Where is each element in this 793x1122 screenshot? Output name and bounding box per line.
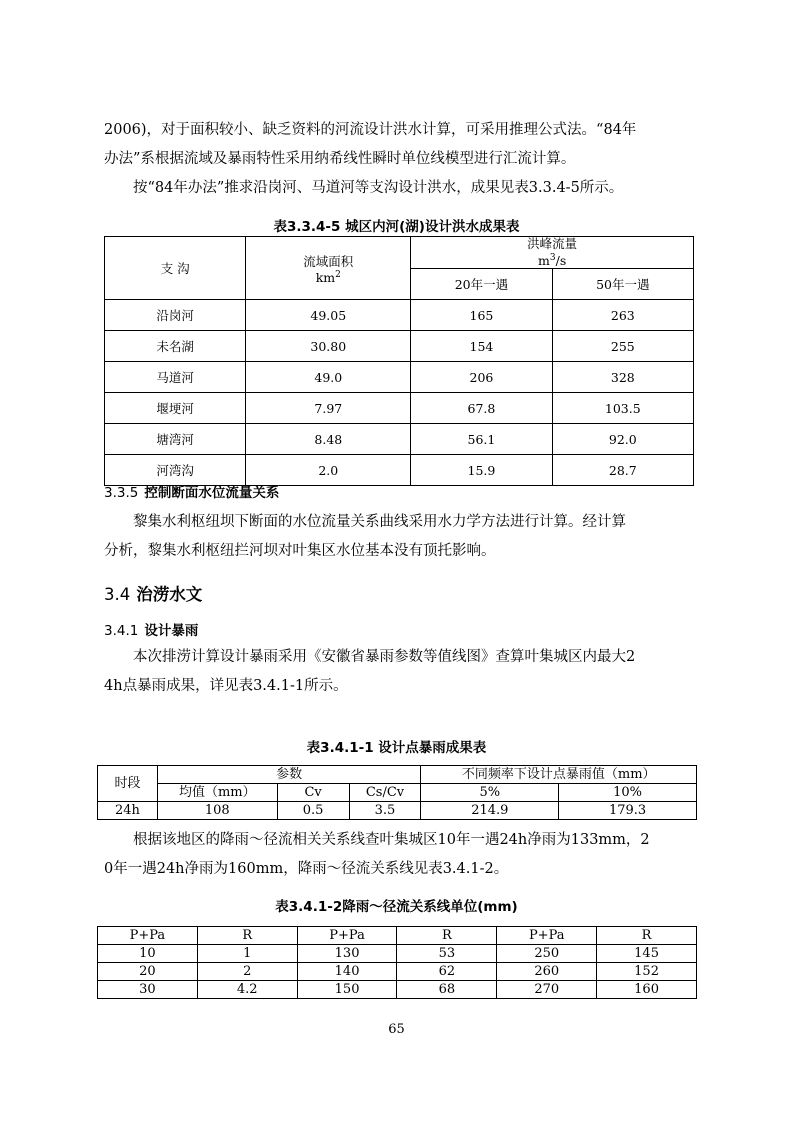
table-row <box>105 331 694 362</box>
column-header: 50年一遇 <box>552 269 693 300</box>
table-cell: 255 <box>552 331 693 362</box>
text-line: 分析，黎集水利枢纽拦河坝对叶集区水位基本没有顶托影响。 <box>104 543 496 559</box>
unit-text: m <box>538 253 550 269</box>
table-cell: 145 <box>597 945 697 963</box>
text-line: 2006)，对于面积较小、缺乏资料的河流设计洪水计算，可采用推理公式法。“84年 <box>104 122 637 138</box>
table-cell: 150 <box>297 981 397 999</box>
table-cell: 260 <box>497 963 597 981</box>
column-header: R <box>197 927 297 945</box>
page-number: 65 <box>388 1022 405 1037</box>
table-row <box>105 424 694 455</box>
text-line: 0年一遇24h净雨为160mm，降雨～径流关系线见表3.4.1-2。 <box>104 861 509 877</box>
table-cell: 未名湖 <box>105 331 246 362</box>
table-cell: 165 <box>411 300 552 331</box>
heading-number: 3.3.5 <box>104 485 139 501</box>
unit-text: km <box>315 269 336 285</box>
column-header: R <box>397 927 497 945</box>
table-row <box>98 945 697 963</box>
table-cell: 206 <box>411 362 552 393</box>
text-line: 按“84年办法”推求沿岗河、马道河等支沟设计洪水，成果见表3.3.4-5所示。 <box>133 180 624 196</box>
table-caption: 表3.4.1-2降雨～径流关系线单位(mm) <box>275 899 518 915</box>
column-header: P+Pa <box>98 927 198 945</box>
column-header: 20年一遇 <box>411 269 552 300</box>
table-cell: 30.80 <box>246 331 411 362</box>
table-cell: 56.1 <box>411 424 552 455</box>
table-cell: 8.48 <box>246 424 411 455</box>
table-row <box>105 362 694 393</box>
rainfall-runoff-table <box>97 926 697 999</box>
text-line: 本次排涝计算设计暴雨采用《安徽省暴雨参数等值线图》查算叶集城区内最大2 <box>133 649 636 665</box>
table-caption: 表3.4.1-1 设计点暴雨成果表 <box>306 740 487 756</box>
table-cell: 2.0 <box>246 455 411 486</box>
heading-text: 治涝水文 <box>136 585 203 604</box>
table-cell: 250 <box>497 945 597 963</box>
column-header: Cs/Cv <box>349 784 421 802</box>
section-heading-3-4 <box>104 581 202 605</box>
text-line: 4h点暴雨成果，详见表3.4.1-1所示。 <box>104 678 348 694</box>
table-cell: 160 <box>597 981 697 999</box>
table-header-row <box>98 927 697 945</box>
table-row <box>105 300 694 331</box>
heading-text: 设计暴雨 <box>144 623 199 639</box>
heading-number: 3.4.1 <box>104 623 139 639</box>
column-header: 5% <box>421 784 559 802</box>
heading-text: 控制断面水位流量关系 <box>144 485 280 501</box>
unit-superscript: 2 <box>335 269 341 280</box>
table-row <box>105 393 694 424</box>
text-line: 根据该地区的降雨～径流相关关系线查叶集城区10年一遇24h净雨为133mm，2 <box>133 832 650 848</box>
heading-number: 3.4 <box>104 585 131 604</box>
table-cell: 24h <box>98 802 158 820</box>
table-row <box>98 963 697 981</box>
table-cell: 67.8 <box>411 393 552 424</box>
column-header: P+Pa <box>297 927 397 945</box>
table-cell: 堰埂河 <box>105 393 246 424</box>
header-text: 流域面积 <box>303 253 354 269</box>
table-cell: 328 <box>552 362 693 393</box>
text-line: 办法”系根据流域及暴雨特性采用纳希线性瞬时单位线模型进行汇流计算。 <box>104 151 576 167</box>
table-caption: 表3.3.4-5 城区内河(湖)设计洪水成果表 <box>273 219 520 235</box>
table-cell: 28.7 <box>552 455 693 486</box>
paragraph-method <box>104 174 694 203</box>
table-cell: 河湾沟 <box>105 455 246 486</box>
table-cell: 塘湾河 <box>105 424 246 455</box>
column-header <box>105 237 246 300</box>
table-cell: 179.3 <box>559 802 697 820</box>
table-cell: 92.0 <box>552 424 693 455</box>
table-cell: 2 <box>197 963 297 981</box>
section-heading-3-4-1 <box>104 619 198 639</box>
flood-results-table <box>104 236 694 486</box>
table-cell: 49.0 <box>246 362 411 393</box>
unit-text: /s <box>555 253 567 269</box>
table-cell: 152 <box>597 963 697 981</box>
table-row <box>98 802 697 820</box>
paragraph-design-storm <box>104 643 694 701</box>
paragraph-runoff <box>104 826 694 884</box>
text-line: 黎集水利枢纽坝下断面的水位流量关系曲线采用水力学方法进行计算。经计算 <box>133 514 626 530</box>
table-cell: 10 <box>98 945 198 963</box>
column-header: P+Pa <box>497 927 597 945</box>
table-cell: 108 <box>157 802 277 820</box>
paragraph-intro <box>104 116 694 174</box>
table-cell: 154 <box>411 331 552 362</box>
column-header: 不同频率下设计点暴雨值（mm） <box>421 766 697 784</box>
header-text: 洪峰流量 <box>527 236 578 251</box>
table-cell: 4.2 <box>197 981 297 999</box>
table-cell: 20 <box>98 963 198 981</box>
table-cell: 140 <box>297 963 397 981</box>
column-header <box>411 237 694 269</box>
table-cell: 0.5 <box>277 802 349 820</box>
table-cell: 1 <box>197 945 297 963</box>
paragraph-stage-discharge <box>104 508 694 566</box>
table-cell: 沿岗河 <box>105 300 246 331</box>
column-header: R <box>597 927 697 945</box>
header-text: 支 沟 <box>160 261 190 277</box>
design-storm-table <box>97 765 697 820</box>
table-cell: 15.9 <box>411 455 552 486</box>
table-cell: 30 <box>98 981 198 999</box>
table-cell: 62 <box>397 963 497 981</box>
table-cell: 马道河 <box>105 362 246 393</box>
table-row <box>98 981 697 999</box>
column-header: 参数 <box>157 766 421 784</box>
table-cell: 3.5 <box>349 802 421 820</box>
unit-superscript: 3 <box>549 253 556 263</box>
table-cell: 7.97 <box>246 393 411 424</box>
table-cell: 49.05 <box>246 300 411 331</box>
table-cell: 270 <box>497 981 597 999</box>
table-cell: 263 <box>552 300 693 331</box>
column-header: 时段 <box>98 766 158 802</box>
column-header <box>246 237 411 300</box>
table-cell: 53 <box>397 945 497 963</box>
column-header: 均值（mm） <box>157 784 277 802</box>
table-cell: 103.5 <box>552 393 693 424</box>
table-cell: 130 <box>297 945 397 963</box>
column-header: Cv <box>277 784 349 802</box>
table-cell: 68 <box>397 981 497 999</box>
column-header: 10% <box>559 784 697 802</box>
table-cell: 214.9 <box>421 802 559 820</box>
section-heading-3-3-5 <box>104 481 279 501</box>
